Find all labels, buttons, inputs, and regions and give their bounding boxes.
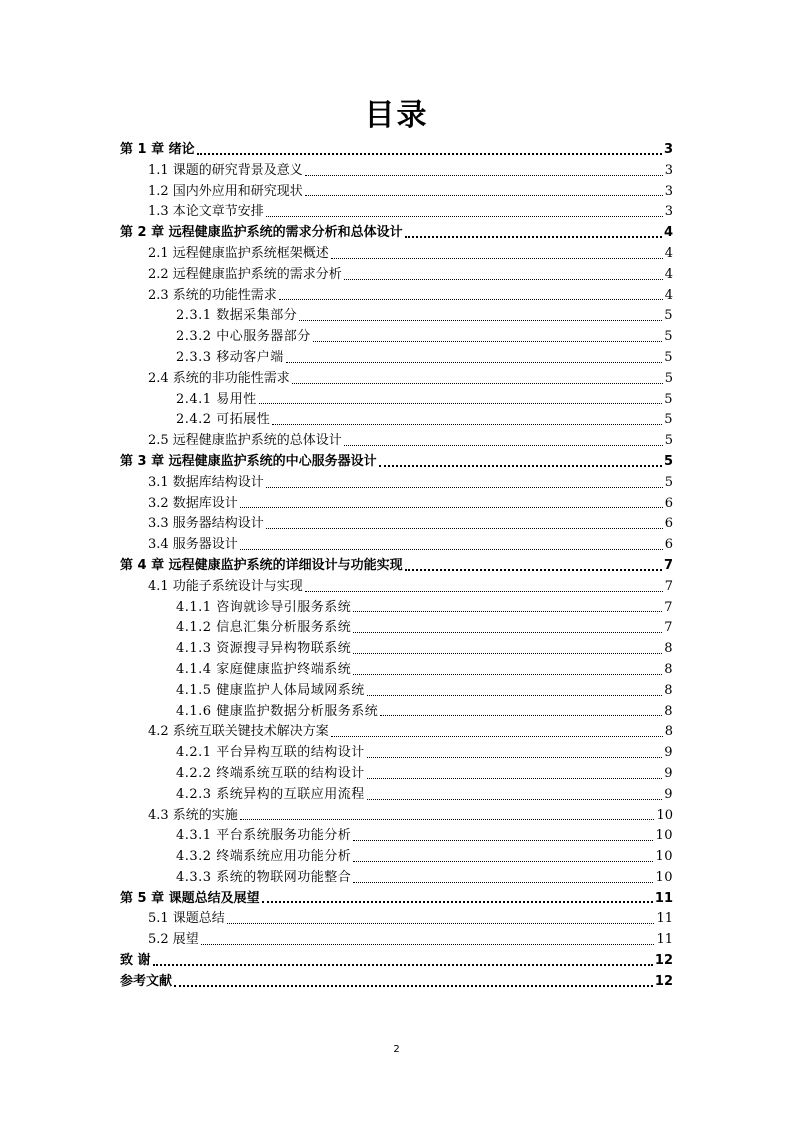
dot-leader bbox=[259, 403, 663, 404]
toc-entry-page: 10 bbox=[655, 869, 673, 885]
toc-entry-title: 2.3.1 数据采集部分 bbox=[176, 308, 298, 324]
toc-entry-page: 5 bbox=[663, 453, 673, 469]
toc-entry-page: 10 bbox=[655, 828, 673, 844]
toc-entry[interactable] bbox=[120, 348, 673, 369]
toc-entry[interactable] bbox=[120, 618, 673, 639]
dot-leader bbox=[266, 487, 663, 488]
dot-leader bbox=[353, 861, 653, 862]
toc-entry-page: 10 bbox=[656, 807, 673, 823]
dot-leader bbox=[305, 175, 663, 176]
dot-leader bbox=[227, 923, 655, 924]
toc-entry-title: 4.1.1 咨询就诊导引服务系统 bbox=[176, 599, 352, 615]
dot-leader bbox=[174, 985, 653, 987]
toc-entry-page: 3 bbox=[664, 204, 673, 220]
dot-leader bbox=[353, 611, 662, 612]
dot-leader bbox=[353, 632, 662, 633]
dot-leader bbox=[286, 362, 663, 363]
toc-entry[interactable] bbox=[120, 702, 673, 723]
dot-leader bbox=[197, 153, 662, 155]
toc-entry[interactable] bbox=[120, 660, 673, 681]
toc-entry[interactable] bbox=[120, 681, 673, 702]
toc-entry-page: 12 bbox=[654, 973, 673, 989]
toc-entry[interactable] bbox=[120, 639, 673, 660]
toc-entry-title: 2.2 远程健康监护系统的需求分析 bbox=[148, 266, 342, 282]
dot-leader bbox=[305, 195, 663, 196]
toc-entry-title: 4.3.2 终端系统应用功能分析 bbox=[176, 849, 352, 865]
toc-entry-page: 8 bbox=[664, 724, 673, 740]
toc-entry-title: 4.3.1 平台系统服务功能分析 bbox=[176, 828, 352, 844]
dot-leader bbox=[353, 840, 653, 841]
toc-entry-title: 4.1 功能子系统设计与实现 bbox=[148, 578, 303, 594]
toc-entry[interactable] bbox=[120, 806, 673, 827]
toc-entry[interactable] bbox=[120, 826, 673, 847]
toc-entry[interactable] bbox=[120, 972, 673, 993]
toc-entry-page: 4 bbox=[663, 225, 673, 241]
toc-entry-title: 4.1.5 健康监护人体局域网系统 bbox=[176, 682, 365, 698]
dot-leader bbox=[405, 236, 662, 238]
toc-entry-title: 第 4 章 远程健康监护系统的详细设计与功能实现 bbox=[120, 557, 403, 573]
toc-entry-title: 1.3 本论文章节安排 bbox=[148, 204, 264, 220]
toc-entry[interactable] bbox=[120, 889, 673, 910]
toc-entry-title: 第 5 章 课题总结及展望 bbox=[120, 890, 260, 906]
toc-entry[interactable] bbox=[120, 743, 673, 764]
toc-entry-page: 8 bbox=[664, 641, 673, 657]
toc-entry-page: 8 bbox=[664, 703, 673, 719]
toc-entry[interactable] bbox=[120, 265, 673, 286]
toc-entry-title: 1.1 课题的研究背景及意义 bbox=[148, 162, 303, 178]
toc-entry-title: 4.3.3 系统的物联网功能整合 bbox=[176, 869, 352, 885]
dot-leader bbox=[405, 569, 662, 571]
page-number: 2 bbox=[393, 1044, 400, 1055]
toc-entry-title: 2.3 系统的功能性需求 bbox=[148, 287, 277, 303]
toc-entry-title: 第 1 章 绪论 bbox=[120, 142, 195, 157]
dot-leader bbox=[305, 591, 663, 592]
toc-entry[interactable] bbox=[120, 223, 673, 244]
dot-leader bbox=[292, 383, 663, 384]
dot-leader bbox=[266, 216, 663, 217]
toc-entry-page: 6 bbox=[664, 516, 673, 532]
toc-entry[interactable] bbox=[120, 140, 673, 161]
toc-entry-page: 4 bbox=[664, 266, 673, 282]
toc-entry-title: 4.2.1 平台异构互联的结构设计 bbox=[176, 745, 365, 761]
toc-entry[interactable] bbox=[120, 390, 673, 411]
toc-entry[interactable] bbox=[120, 161, 673, 182]
toc-entry-page: 6 bbox=[664, 537, 673, 553]
dot-leader bbox=[331, 736, 663, 737]
toc-entry-page: 5 bbox=[664, 370, 673, 386]
toc-entry-page: 5 bbox=[664, 412, 673, 428]
dot-leader bbox=[313, 341, 663, 342]
dot-leader bbox=[299, 320, 662, 321]
toc-entry-title: 2.4.2 可拓展性 bbox=[176, 412, 271, 428]
toc-entry[interactable] bbox=[120, 473, 673, 494]
toc-entry-page: 5 bbox=[664, 349, 673, 365]
toc-entry[interactable] bbox=[120, 577, 673, 598]
toc-entry-title: 第 2 章 远程健康监护系统的需求分析和总体设计 bbox=[120, 225, 403, 241]
toc-entry[interactable] bbox=[120, 306, 673, 327]
dot-leader bbox=[367, 778, 663, 779]
toc-entry[interactable] bbox=[120, 494, 673, 515]
toc-entry-title: 第 3 章 远程健康监护系统的中心服务器设计 bbox=[120, 453, 377, 469]
dot-leader bbox=[272, 424, 662, 425]
toc-entry-title: 3.3 服务器结构设计 bbox=[148, 516, 264, 532]
dot-leader bbox=[240, 819, 655, 820]
toc-entry-title: 2.3.2 中心服务器部分 bbox=[176, 329, 311, 345]
toc-entry-title: 5.1 课题总结 bbox=[148, 911, 225, 927]
toc-entry-page: 9 bbox=[664, 745, 673, 761]
dot-leader bbox=[240, 507, 663, 508]
toc-entry-page: 7 bbox=[663, 557, 673, 573]
toc-entry-title: 致 谢 bbox=[120, 953, 151, 969]
dot-leader bbox=[380, 715, 662, 716]
toc-entry-page: 7 bbox=[664, 599, 673, 615]
toc-entry[interactable] bbox=[120, 556, 673, 577]
toc-entry-title: 5.2 展望 bbox=[148, 932, 199, 948]
toc-entry[interactable] bbox=[120, 951, 673, 972]
toc-entry-page: 7 bbox=[664, 578, 673, 594]
toc-entry[interactable] bbox=[120, 930, 673, 951]
dot-leader bbox=[344, 279, 663, 280]
dot-leader bbox=[367, 799, 663, 800]
toc-entry[interactable] bbox=[120, 244, 673, 265]
dot-leader bbox=[353, 653, 662, 654]
toc-entry-page: 3 bbox=[663, 142, 673, 157]
toc-entry-title: 4.2.2 终端系统互联的结构设计 bbox=[176, 765, 365, 781]
toc-entry[interactable] bbox=[120, 868, 673, 889]
dot-leader bbox=[240, 549, 663, 550]
toc-entry[interactable] bbox=[120, 182, 673, 203]
toc-entry[interactable] bbox=[120, 202, 673, 223]
toc-entry-title: 4.2.3 系统异构的互联应用流程 bbox=[176, 786, 365, 802]
toc-entry-page: 8 bbox=[664, 682, 673, 698]
toc-entry[interactable] bbox=[120, 722, 673, 743]
dot-leader bbox=[367, 757, 663, 758]
toc-entry-page: 5 bbox=[664, 308, 673, 324]
toc-entry-page: 5 bbox=[664, 474, 673, 490]
toc-entry-title: 3.2 数据库设计 bbox=[148, 495, 238, 511]
toc-entry-page: 4 bbox=[664, 245, 673, 261]
toc-entry-title: 4.1.4 家庭健康监护终端系统 bbox=[176, 661, 352, 677]
dot-leader bbox=[153, 964, 653, 966]
dot-leader bbox=[262, 901, 653, 903]
toc-entry-page: 3 bbox=[664, 162, 673, 178]
toc-entry-title: 4.2 系统互联关键技术解决方案 bbox=[148, 724, 329, 740]
toc-entry-title: 2.1 远程健康监护系统框架概述 bbox=[148, 245, 329, 261]
toc-entry[interactable] bbox=[120, 785, 673, 806]
dot-leader bbox=[344, 445, 663, 446]
toc-entry-title: 4.1.6 健康监护数据分析服务系统 bbox=[176, 703, 379, 719]
toc-entry-page: 3 bbox=[664, 183, 673, 199]
toc-entry[interactable] bbox=[120, 847, 673, 868]
dot-leader bbox=[279, 299, 663, 300]
toc-entry[interactable] bbox=[120, 514, 673, 535]
toc-entry-title: 4.3 系统的实施 bbox=[148, 807, 238, 823]
toc-entry-page: 11 bbox=[656, 911, 673, 927]
toc-entry-title: 4.1.3 资源搜寻异构物联系统 bbox=[176, 641, 352, 657]
dot-leader bbox=[379, 465, 662, 467]
toc-entry-title: 2.3.3 移动客户端 bbox=[176, 349, 284, 365]
toc-entry-title: 参考文献 bbox=[120, 973, 173, 989]
dot-leader bbox=[367, 695, 663, 696]
toc-entry-title: 3.1 数据库结构设计 bbox=[148, 474, 264, 490]
toc-entry-title: 3.4 服务器设计 bbox=[148, 537, 238, 553]
dot-leader bbox=[353, 882, 653, 883]
toc-entry-page: 12 bbox=[654, 953, 673, 969]
toc-entry-page: 9 bbox=[664, 786, 673, 802]
toc-entry-page: 5 bbox=[664, 433, 673, 449]
dot-leader bbox=[353, 674, 662, 675]
dot-leader bbox=[201, 944, 655, 945]
toc-entry-page: 11 bbox=[656, 932, 673, 948]
toc-entry-page: 9 bbox=[664, 765, 673, 781]
toc-entry-title: 2.5 远程健康监护系统的总体设计 bbox=[148, 433, 342, 449]
toc-entry[interactable] bbox=[120, 369, 673, 390]
toc-entry[interactable] bbox=[120, 286, 673, 307]
toc-entry[interactable] bbox=[120, 598, 673, 619]
page-title: 目录 bbox=[364, 98, 429, 133]
toc-entry[interactable] bbox=[120, 327, 673, 348]
toc-entry[interactable] bbox=[120, 431, 673, 452]
toc-entry-page: 5 bbox=[664, 329, 673, 345]
table-of-contents bbox=[120, 140, 673, 993]
toc-entry-page: 8 bbox=[664, 661, 673, 677]
toc-entry-page: 6 bbox=[664, 495, 673, 511]
toc-entry-page: 5 bbox=[664, 391, 673, 407]
toc-entry-page: 10 bbox=[655, 849, 673, 865]
toc-entry-page: 7 bbox=[664, 620, 673, 636]
toc-entry[interactable] bbox=[120, 764, 673, 785]
toc-entry-title: 2.4.1 易用性 bbox=[176, 391, 257, 407]
toc-entry[interactable] bbox=[120, 410, 673, 431]
toc-entry-page: 11 bbox=[654, 890, 673, 906]
toc-entry[interactable] bbox=[120, 909, 673, 930]
dot-leader bbox=[331, 258, 663, 259]
toc-entry-title: 2.4 系统的非功能性需求 bbox=[148, 370, 290, 386]
toc-entry-title: 4.1.2 信息汇集分析服务系统 bbox=[176, 620, 352, 636]
toc-entry[interactable] bbox=[120, 452, 673, 473]
toc-entry[interactable] bbox=[120, 535, 673, 556]
dot-leader bbox=[266, 528, 663, 529]
toc-entry-page: 4 bbox=[664, 287, 673, 303]
toc-entry-title: 1.2 国内外应用和研究现状 bbox=[148, 183, 303, 199]
